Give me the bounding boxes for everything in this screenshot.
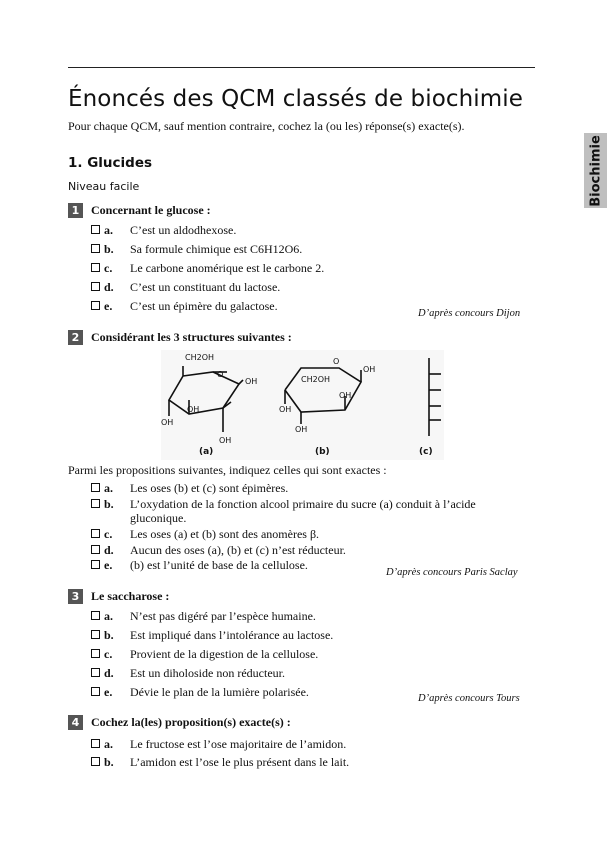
checkbox[interactable] [91, 529, 100, 538]
option-text: Provient de la digestion de la cellulose. [130, 647, 319, 661]
structure-a [169, 366, 243, 432]
ch2oh-label-b: CH2OH [301, 375, 331, 384]
question-number: 2 [68, 330, 83, 345]
question-1-header [68, 203, 211, 218]
checkbox[interactable] [91, 301, 100, 310]
option-text: (b) est l’unité de base de la cellulose. [130, 558, 308, 572]
option-text: Aucun des oses (a), (b) et (c) n’est réducteur. [130, 543, 346, 557]
checkbox[interactable] [91, 668, 100, 677]
caption-b: (b) [315, 447, 330, 457]
sugar-structures-diagram [161, 350, 444, 460]
ring-oxygen-a: O [217, 370, 224, 379]
checkbox[interactable] [91, 560, 100, 569]
option-letter: e. [104, 558, 113, 572]
option-letter: e. [104, 685, 113, 699]
side-tab [584, 133, 607, 208]
option-letter: a. [104, 737, 113, 751]
checkbox[interactable] [91, 263, 100, 272]
q1-source: D’après concours Dijon [418, 308, 521, 319]
checkbox[interactable] [91, 483, 100, 492]
structures-figure [161, 350, 444, 460]
option-text: L’amidon est l’ose le plus présent dans le lait. [130, 755, 350, 769]
question-2-header [68, 330, 292, 345]
option-letter: a. [104, 609, 113, 623]
checkbox[interactable] [91, 649, 100, 658]
option-letter: b. [104, 755, 114, 769]
caption-c: (c) [419, 447, 433, 457]
option-letter: d. [104, 280, 114, 294]
checkbox[interactable] [91, 244, 100, 253]
side-tab-label: Biochimie [588, 134, 603, 207]
ring-oxygen-b: O [333, 357, 340, 366]
option-text: Sa formule chimique est C6H12O6. [130, 242, 303, 256]
page-title: Énoncés des QCM classés de biochimie [68, 86, 524, 112]
q3-source: D’après concours Tours [418, 693, 520, 704]
q2-source: D’après concours Paris Saclay [386, 567, 518, 578]
option-letter: a. [104, 223, 113, 237]
checkbox[interactable] [91, 630, 100, 639]
difficulty-level: Niveau facile [68, 180, 140, 193]
oh-label-a1: OH [245, 377, 258, 386]
option-letter: a. [104, 481, 113, 495]
q2-intro: Parmi les propositions suivantes, indiquez celles qui sont exactes : [68, 463, 387, 477]
option-text: Est impliqué dans l’intolérance au lactose. [130, 628, 334, 642]
caption-a: (a) [199, 447, 214, 457]
checkbox[interactable] [91, 499, 100, 508]
top-rule [68, 67, 535, 68]
option-text: Dévie le plan de la lumière polarisée. [130, 685, 309, 699]
oh-label-b3: OH [279, 405, 292, 414]
checkbox[interactable] [91, 545, 100, 554]
option-letter: c. [104, 527, 113, 541]
oh-label-a4: OH [219, 436, 232, 445]
option-text: C’est un aldodhexose. [130, 223, 237, 237]
checkbox[interactable] [91, 225, 100, 234]
question-4-header [68, 715, 291, 730]
oh-label-b2: OH [339, 391, 352, 400]
option-letter: b. [104, 497, 114, 511]
oh-label-a3: OH [161, 418, 174, 427]
option-letter: d. [104, 666, 114, 680]
checkbox[interactable] [91, 282, 100, 291]
question-3-header [68, 589, 169, 604]
oh-label-b4: OH [295, 425, 308, 434]
question-title: Le saccharose : [91, 589, 170, 603]
question-number: 4 [68, 715, 83, 730]
checkbox[interactable] [91, 611, 100, 620]
structure-c [429, 358, 441, 436]
option-text: L’oxydation de la fonction alcool primaire du sucre (a) conduit à l’acide gluconique. [130, 497, 476, 525]
section-title: 1. Glucides [68, 155, 153, 171]
option-text: Le carbone anomérique est le carbone 2. [130, 261, 325, 275]
question-title: Concernant le glucose : [91, 203, 211, 217]
option-letter: b. [104, 242, 114, 256]
question-number: 1 [68, 203, 83, 218]
oh-label-b1: OH [363, 365, 376, 374]
question-number: 3 [68, 589, 83, 604]
option-letter: c. [104, 647, 113, 661]
option-text: Le fructose est l’ose majoritaire de l’amidon. [130, 737, 347, 751]
option-letter: c. [104, 261, 113, 275]
checkbox[interactable] [91, 739, 100, 748]
option-text: Les oses (a) et (b) sont des anomères β. [130, 527, 320, 541]
option-text: C’est un épimère du galactose. [130, 299, 278, 313]
ch2oh-label-a: CH2OH [185, 353, 215, 362]
question-title: Considérant les 3 structures suivantes : [91, 330, 292, 344]
option-text: N’est pas digéré par l’espèce humaine. [130, 609, 316, 623]
option-text: C’est un constituant du lactose. [130, 280, 281, 294]
question-title: Cochez la(les) proposition(s) exacte(s) : [91, 715, 291, 729]
instructions: Pour chaque QCM, sauf mention contraire, cochez la (ou les) réponse(s) exacte(s). [68, 119, 465, 133]
option-letter: b. [104, 628, 114, 642]
option-letter: d. [104, 543, 114, 557]
option-text: Est un diholoside non réducteur. [130, 666, 285, 680]
option-text: Les oses (b) et (c) sont épimères. [130, 481, 289, 495]
checkbox[interactable] [91, 687, 100, 696]
checkbox[interactable] [91, 757, 100, 766]
oh-label-a2: OH [187, 405, 200, 414]
option-letter: e. [104, 299, 113, 313]
